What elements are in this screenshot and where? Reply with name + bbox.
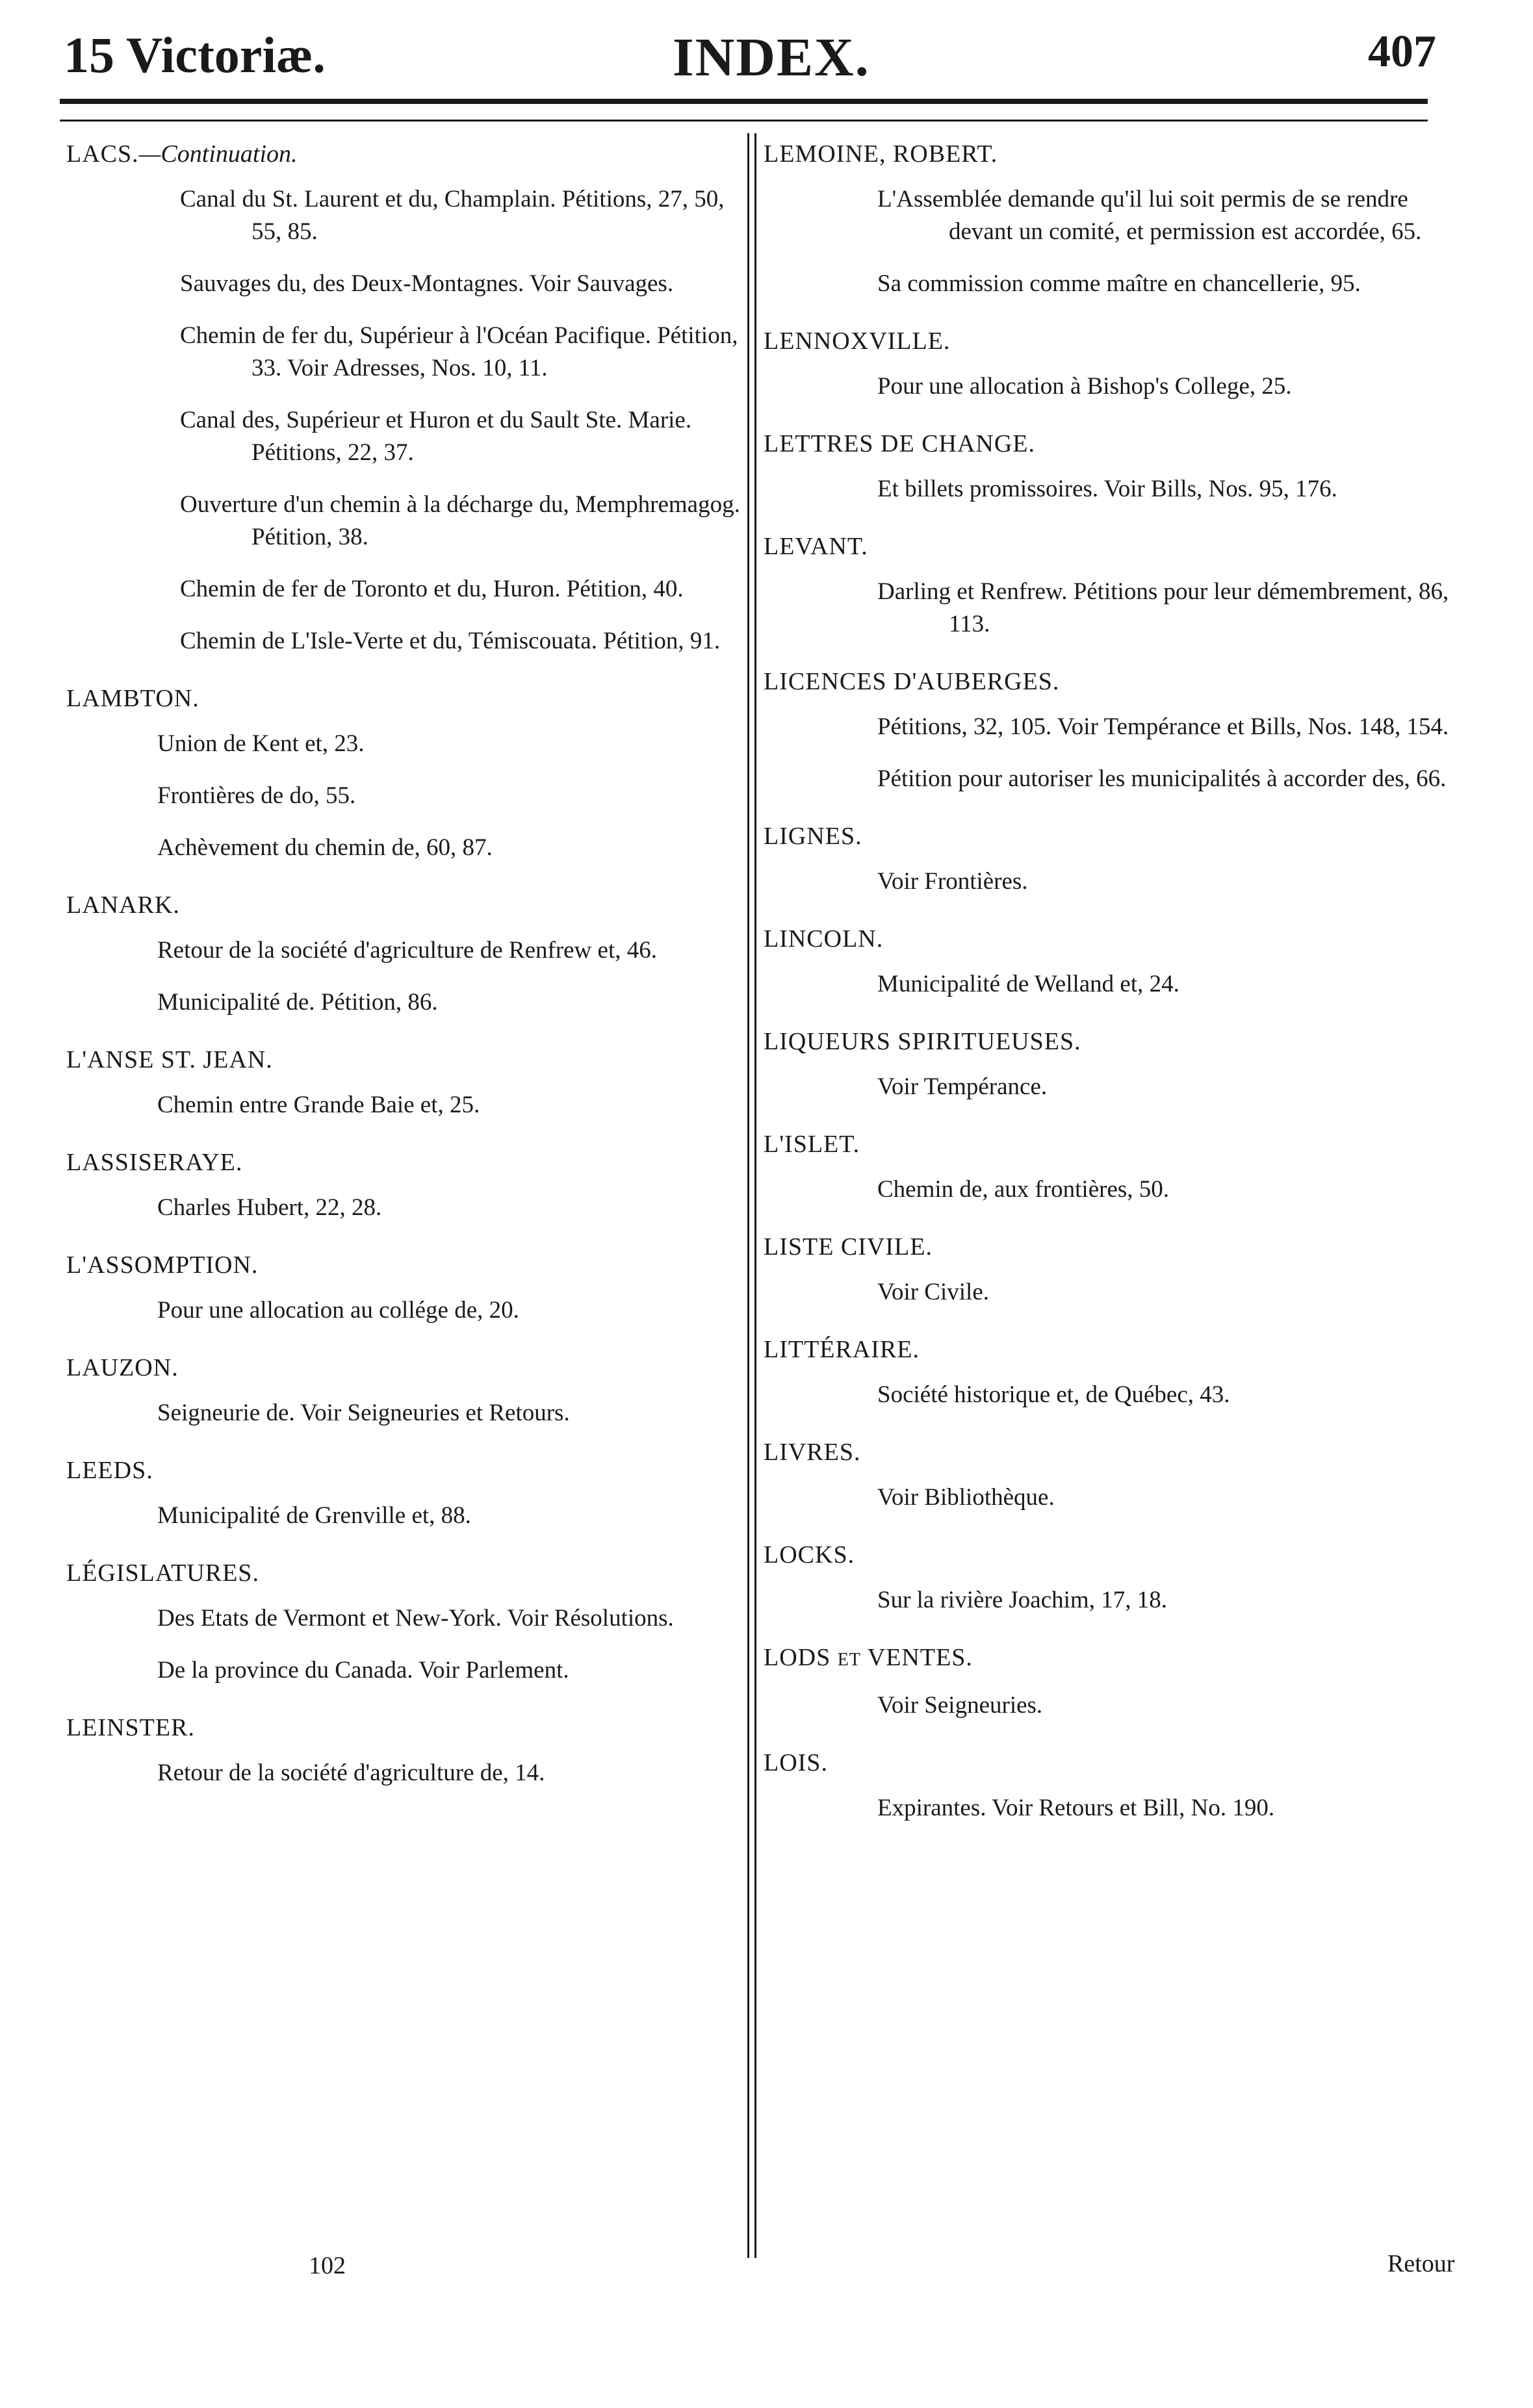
page-number: 407 [1368, 27, 1436, 77]
subentry: Chemin de fer du, Supérieur à l'Océan Pacifique. Pétition, 33. Voir Adresses, Nos. 10, 11. [180, 322, 738, 381]
entry-heading: LICENCES D'AUBERGES. [764, 668, 1060, 695]
entry-heading-conjunction: ET [837, 1650, 861, 1670]
index-entry-leinster [66, 1711, 749, 1789]
entry-heading: L'ASSOMPTION. [66, 1251, 259, 1279]
index-entry-liqueurs [764, 1025, 1462, 1103]
subentry: Chemin de, aux frontières, 50. [877, 1176, 1170, 1203]
entry-heading-text: LACS. [66, 140, 139, 168]
entry-heading: LOCKS. [764, 1541, 855, 1569]
entry-heading [764, 1641, 1462, 1676]
index-entry-lanark [66, 889, 749, 1019]
subentry: L'Assemblée demande qu'il lui soit permis de se rendre devant un comité, et permission est accordée, 65. [877, 186, 1422, 245]
entry-heading: LIVRES. [764, 1439, 861, 1466]
index-entry-levant [764, 530, 1462, 641]
index-entry-locks [764, 1539, 1462, 1617]
entry-heading: L'ISLET. [764, 1131, 860, 1158]
subentry: Ouverture d'un chemin à la décharge du, Memphremagog. Pétition, 38. [180, 491, 740, 550]
header-rule-thin [60, 120, 1428, 122]
index-entry-lennoxville [764, 325, 1462, 403]
entry-heading: LIGNES. [764, 823, 862, 850]
catchword: Retour [1387, 2250, 1455, 2277]
subentry: Sur la rivière Joachim, 17, 18. [877, 1587, 1167, 1613]
entry-heading: LITTÉRAIRE. [764, 1336, 920, 1363]
index-entry-litteraire [764, 1333, 1462, 1411]
subentry: Achèvement du chemin de, 60, 87. [157, 834, 493, 861]
index-entry-lambton [66, 682, 749, 864]
index-entry-leeds [66, 1454, 749, 1532]
subentry: Seigneurie de. Voir Seigneuries et Retours. [157, 1400, 570, 1426]
subentry: Darling et Renfrew. Pétitions pour leur démembrement, 86, 113. [877, 578, 1449, 637]
entry-heading: LIQUEURS SPIRITUEUSES. [764, 1028, 1081, 1055]
subentry: Voir Civile. [877, 1279, 989, 1305]
subentry: Expirantes. Voir Retours et Bill, No. 190. [877, 1795, 1275, 1821]
subentry: Voir Seigneuries. [877, 1692, 1043, 1719]
subentry: Pour une allocation au collége de, 20. [157, 1297, 519, 1324]
index-entry-lauzon [66, 1351, 749, 1429]
subentry: Voir Bibliothèque. [877, 1484, 1055, 1511]
entry-heading: LÉGISLATURES. [66, 1559, 259, 1587]
subentry: Municipalité de Welland et, 24. [877, 971, 1179, 997]
index-entry-lanse-st-jean [66, 1044, 749, 1121]
index-entry-lincoln [764, 923, 1462, 1001]
right-column [764, 138, 1462, 1849]
subentry: Voir Frontières. [877, 868, 1028, 895]
subentry: Société historique et, de Québec, 43. [877, 1381, 1230, 1408]
index-entry-livres [764, 1436, 1462, 1514]
running-head-title: INDEX. [673, 27, 870, 88]
header-rule-thick [60, 99, 1428, 104]
entry-heading: LOIS. [764, 1749, 828, 1776]
subentry: Chemin de fer de Toronto et du, Huron. Pétition, 40. [180, 576, 684, 602]
entry-heading: LEMOINE, ROBERT. [764, 140, 998, 168]
index-entry-lassiseraye [66, 1146, 749, 1224]
entry-heading: LEVANT. [764, 533, 868, 560]
index-entry-liste-civile [764, 1231, 1462, 1309]
running-head-session: 15 Victoriæ. [64, 27, 326, 83]
entry-heading [66, 138, 749, 170]
subentry: Union de Kent et, 23. [157, 730, 365, 757]
index-entry-lislet [764, 1128, 1462, 1206]
subentry: Et billets promissoires. Voir Bills, Nos. 95, 176. [877, 476, 1337, 502]
index-entry-lettres-de-change [764, 428, 1462, 506]
index-entry-lemoine [764, 138, 1462, 300]
entry-heading: LASSISERAYE. [66, 1149, 243, 1176]
signature-mark: 102 [309, 2252, 346, 2279]
entry-heading: L'ANSE ST. JEAN. [66, 1046, 273, 1073]
subentry: Pétitions, 32, 105. Voir Tempérance et Bills, Nos. 148, 154. [877, 713, 1449, 740]
subentry: Sa commission comme maître en chancellerie, 95. [877, 270, 1361, 297]
index-entry-lods-et-ventes [764, 1641, 1462, 1722]
subentry: Canal des, Supérieur et Huron et du Sault Ste. Marie. Pétitions, 22, 37. [180, 407, 692, 466]
subentry: Canal du St. Laurent et du, Champlain. Pétitions, 27, 50, 55, 85. [180, 186, 725, 245]
entry-heading: LAUZON. [66, 1354, 179, 1381]
entry-heading-text: VENTES. [867, 1644, 973, 1671]
subentry: Voir Tempérance. [877, 1073, 1048, 1100]
subentry: Sauvages du, des Deux-Montagnes. Voir Sauvages. [180, 270, 674, 297]
column-divider [747, 133, 756, 2258]
subentry: Charles Hubert, 22, 28. [157, 1194, 382, 1221]
subentry: Chemin entre Grande Baie et, 25. [157, 1092, 480, 1118]
subentry: Chemin de L'Isle-Verte et du, Témiscouata. Pétition, 91. [180, 628, 721, 654]
subentry: Municipalité de Grenville et, 88. [157, 1502, 471, 1529]
subentry: Pour une allocation à Bishop's College, 25. [877, 373, 1292, 400]
entry-heading: LANARK. [66, 891, 180, 919]
subentry: Des Etats de Vermont et New-York. Voir Résolutions. [157, 1605, 674, 1632]
index-entry-licences-dauberges [764, 665, 1462, 795]
continuation-label: —Continuation. [138, 140, 298, 168]
index-entry-lois [764, 1747, 1462, 1825]
entry-heading: LETTRES DE CHANGE. [764, 430, 1036, 457]
entry-heading: LAMBTON. [66, 685, 200, 712]
left-column [66, 138, 749, 1814]
index-entry-lassomption [66, 1249, 749, 1327]
entry-heading: LINCOLN. [764, 925, 884, 953]
entry-heading: LENNOXVILLE. [764, 327, 951, 355]
subentry: Pétition pour autoriser les municipalités à accorder des, 66. [877, 765, 1447, 792]
index-entry-legislatures [66, 1557, 749, 1687]
index-entry-lignes [764, 820, 1462, 898]
entry-heading: LEINSTER. [66, 1714, 195, 1741]
index-entry-lacs [66, 138, 749, 658]
subentry: Frontières de do, 55. [157, 782, 356, 809]
entry-heading: LEEDS. [66, 1457, 153, 1484]
subentry: Municipalité de. Pétition, 86. [157, 989, 438, 1016]
subentry: De la province du Canada. Voir Parlement. [157, 1657, 569, 1684]
entry-heading: LISTE CIVILE. [764, 1233, 933, 1261]
subentry: Retour de la société d'agriculture de Renfrew et, 46. [157, 937, 657, 964]
entry-heading-text: LODS [764, 1644, 831, 1671]
subentry: Retour de la société d'agriculture de, 14. [157, 1760, 545, 1786]
